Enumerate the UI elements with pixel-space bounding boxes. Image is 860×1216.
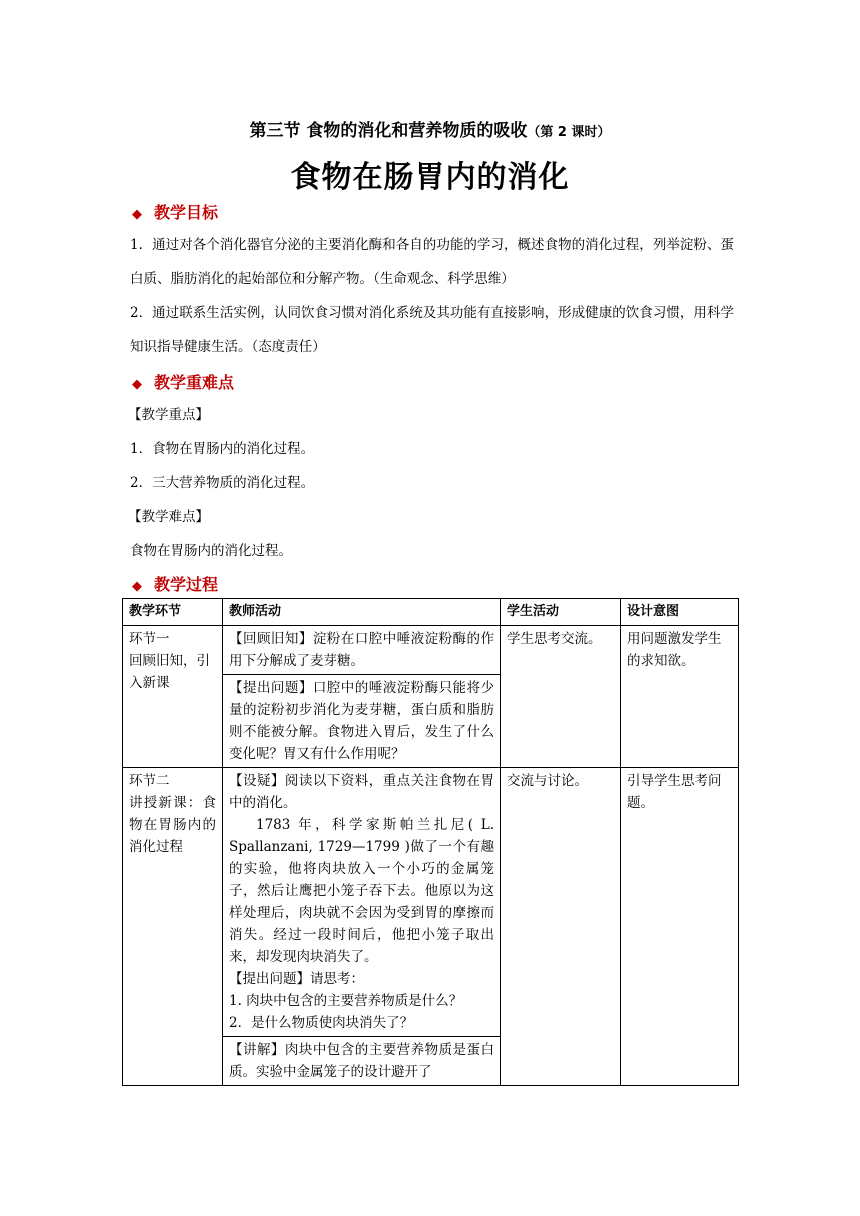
stage-cell: 环节二 讲授新课：食物在胃肠内的消化过程	[123, 768, 223, 1086]
chapter-title-sub: （第 2 课时）	[527, 125, 611, 140]
teacher-question-label: 【提出问题】请思考：	[229, 971, 364, 987]
process-table	[122, 598, 739, 1086]
objectives-heading-text: 教学目标	[154, 203, 219, 222]
process-heading	[132, 572, 218, 595]
teacher-question-2: 2．是什么物质使肉块消失了？	[229, 1015, 414, 1031]
chapter-title	[0, 116, 860, 141]
diamond-bullet-icon: ◆	[132, 579, 142, 594]
table-row	[123, 768, 739, 1037]
student-activity-cell: 学生思考交流。	[501, 626, 621, 768]
difficult-text: 食物在胃肠内的消化过程。	[130, 543, 292, 559]
teacher-story: 1783 年，科学家斯帕兰扎尼( L. Spallanzani, 1729—1799 )做了一个有趣的实验，他将肉块放入一个小巧的金属笼子，然后让鹰把小笼子吞下去。他原以为这样处理后，肉块就不会因为受到胃的摩擦而消失。经过一段时间后，他把小笼子取出来，却发现肉块消失了。	[229, 817, 494, 965]
intent-cell: 引导学生思考问题。	[621, 768, 739, 1086]
teacher-activity-cell: 【提出问题】口腔中的唾液淀粉酶只能将少量的淀粉初步消化为麦芽糖，蛋白质和脂肪则不能被分解。食物进入胃后，发生了什么变化呢？胃又有什么作用呢？	[223, 675, 501, 768]
key-item-2: 2．三大营养物质的消化过程。	[130, 475, 315, 491]
teacher-activity-cell	[223, 768, 501, 1037]
key-points-heading	[132, 370, 234, 393]
process-heading-text: 教学过程	[154, 575, 219, 594]
stage-cell: 环节一 回顾旧知，引入新课	[123, 626, 223, 768]
key-item-1: 1．食物在胃肠内的消化过程。	[130, 441, 315, 457]
diamond-bullet-icon: ◆	[132, 207, 142, 222]
table-row	[123, 626, 739, 675]
difficult-label: 【教学难点】	[128, 509, 209, 525]
student-activity-cell: 交流与讨论。	[501, 768, 621, 1086]
key-points-heading-text: 教学重难点	[154, 373, 235, 392]
column-header: 学生活动	[501, 599, 621, 626]
column-header: 教师活动	[223, 599, 501, 626]
diamond-bullet-icon: ◆	[132, 377, 142, 392]
key-label: 【教学重点】	[128, 407, 209, 423]
column-header: 教学环节	[123, 599, 223, 626]
objective-item-2: 2．通过联系生活实例，认同饮食习惯对消化系统及其功能有直接影响，形成健康的饮食习惯，用科学知识指导健康生活。（态度责任）	[130, 305, 734, 355]
intent-cell: 用问题激发学生的求知欲。	[621, 626, 739, 768]
column-header: 设计意图	[621, 599, 739, 626]
teacher-activity-cell: 【回顾旧知】淀粉在口腔中唾液淀粉酶的作用下分解成了麦芽糖。	[223, 626, 501, 675]
teacher-question-1: 1. 肉块中包含的主要营养物质是什么？	[229, 993, 463, 1009]
teacher-explain-cell: 【讲解】肉块中包含的主要营养物质是蛋白质。实验中金属笼子的设计避开了	[223, 1037, 501, 1086]
objectives-heading	[132, 200, 218, 223]
teacher-intro: 【设疑】阅读以下资料，重点关注食物在胃中的消化。	[229, 773, 494, 811]
lesson-title: 食物在肠胃内的消化	[290, 160, 570, 195]
objective-item-1: 1．通过对各个消化器官分泌的主要消化酶和各自的功能的学习，概述食物的消化过程，列举淀粉、蛋白质、脂肪消化的起始部位和分解产物。（生命观念、科学思维）	[130, 237, 734, 287]
chapter-title-main: 第三节 食物的消化和营养物质的吸收	[249, 121, 528, 141]
table-header-row	[123, 599, 739, 626]
